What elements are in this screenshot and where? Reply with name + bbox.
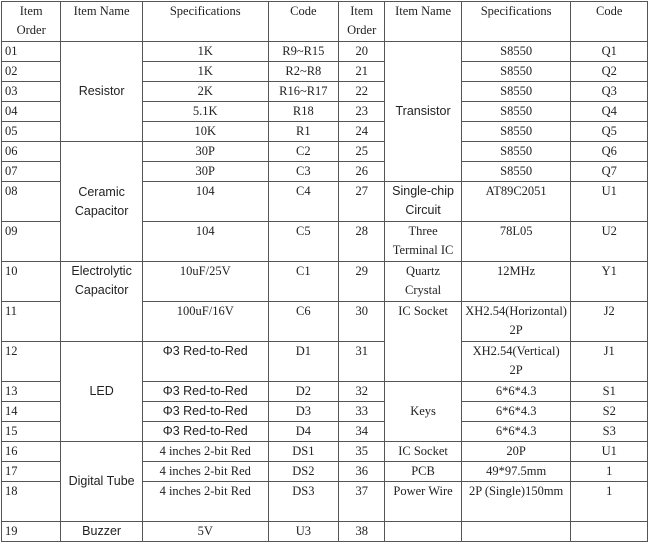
spec-cell [461,522,571,542]
code-cell: U1 [571,442,648,462]
table-row [2,442,648,462]
code-cell: D3 [268,402,338,422]
code-cell: C2 [268,142,338,162]
spec-cell: Φ3 Red-to-Red [142,342,268,382]
spec-cell: XH2.54(Horizontal) 2P [461,302,571,342]
order-cell: 14 [2,402,61,422]
spec-cell: 49*97.5mm [461,462,571,482]
code-cell: Q6 [571,142,648,162]
spec-cell: 30P [142,142,268,162]
code-cell: Q7 [571,162,648,182]
code-cell: R9~R15 [268,42,338,62]
spec-cell: AT89C2051 [461,182,571,222]
spec-cell: 78L05 [461,222,571,262]
item-name-resistor: Resistor [61,42,143,142]
order-cell: 22 [339,82,385,102]
table-row [2,262,648,302]
spec-cell: S8550 [461,162,571,182]
order-cell: 26 [339,162,385,182]
order-cell: 07 [2,162,61,182]
order-cell: 03 [2,82,61,102]
table-row [2,522,648,542]
order-cell: 38 [339,522,385,542]
order-cell: 10 [2,262,61,302]
item-name-pcb: PCB [385,462,461,482]
table-row [2,42,648,62]
spec-cell: S8550 [461,142,571,162]
header-code: Code [268,2,338,42]
order-cell: 04 [2,102,61,122]
code-cell: S3 [571,422,648,442]
code-cell: J1 [571,342,648,382]
item-name-digital-tube: Digital Tube [61,442,143,522]
order-cell: 27 [339,182,385,222]
header-item-name: Item Name [61,2,143,42]
spec-cell: 104 [142,182,268,222]
code-cell: 1 [571,482,648,522]
spec-cell: Φ3 Red-to-Red [142,402,268,422]
code-cell: DS1 [268,442,338,462]
spec-cell: XH2.54(Vertical) 2P [461,342,571,382]
code-cell: U2 [571,222,648,262]
spec-cell: 12MHz [461,262,571,302]
code-cell: D4 [268,422,338,442]
item-name-transistor: Transistor [385,42,461,182]
spec-cell: S8550 [461,102,571,122]
order-cell: 33 [339,402,385,422]
order-cell: 21 [339,62,385,82]
order-cell: 28 [339,222,385,262]
order-cell: 15 [2,422,61,442]
order-cell: 06 [2,142,61,162]
item-name-quartz-crystal: Quartz Crystal [385,262,461,302]
order-cell: 24 [339,122,385,142]
spec-cell: 10K [142,122,268,142]
item-name-buzzer: Buzzer [61,522,143,542]
order-cell: 11 [2,302,61,342]
order-cell: 37 [339,482,385,522]
spec-cell: S8550 [461,122,571,142]
spec-cell: S8550 [461,42,571,62]
spec-cell: 104 [142,222,268,262]
order-cell: 34 [339,422,385,442]
spec-cell: 10uF/25V [142,262,268,302]
spec-cell: 6*6*4.3 [461,382,571,402]
order-cell: 05 [2,122,61,142]
code-cell: J2 [571,302,648,342]
order-cell: 23 [339,102,385,122]
order-cell: 09 [2,222,61,262]
order-cell: 20 [339,42,385,62]
order-cell: 35 [339,442,385,462]
order-cell: 25 [339,142,385,162]
spec-cell: Φ3 Red-to-Red [142,422,268,442]
code-cell: C3 [268,162,338,182]
spec-cell: 1K [142,42,268,62]
spec-cell: 20P [461,442,571,462]
order-cell: 30 [339,302,385,342]
code-cell: Q4 [571,102,648,122]
order-cell: 36 [339,462,385,482]
code-cell: U1 [571,182,648,222]
code-cell: C6 [268,302,338,342]
header-item-order: Item Order [2,2,61,42]
order-cell: 02 [2,62,61,82]
spec-cell: S8550 [461,82,571,102]
order-cell: 13 [2,382,61,402]
item-name-three-terminal-ic: Three Terminal IC [385,222,461,262]
order-cell: 19 [2,522,61,542]
order-cell: 18 [2,482,61,522]
code-cell: S2 [571,402,648,422]
order-cell: 01 [2,42,61,62]
code-cell: DS2 [268,462,338,482]
spec-cell: 2K [142,82,268,102]
order-cell: 17 [2,462,61,482]
table-row [2,342,648,382]
item-name-led: LED [61,342,143,442]
header-row [2,2,648,42]
code-cell: Q5 [571,122,648,142]
code-cell: R2~R8 [268,62,338,82]
spec-cell: 4 inches 2-bit Red [142,442,268,462]
header-specifications: Specifications [142,2,268,42]
code-cell: C4 [268,182,338,222]
spec-cell: 100uF/16V [142,302,268,342]
bom-table [1,1,648,542]
code-cell [571,522,648,542]
spec-cell: 2P (Single)150mm [461,482,571,522]
code-cell: R16~R17 [268,82,338,102]
code-cell: D1 [268,342,338,382]
code-cell: U3 [268,522,338,542]
code-cell: 1 [571,462,648,482]
spec-cell: Φ3 Red-to-Red [142,382,268,402]
code-cell: D2 [268,382,338,402]
code-cell: C1 [268,262,338,302]
order-cell: 08 [2,182,61,222]
table-body [2,2,648,542]
header-code-2: Code [571,2,648,42]
code-cell: DS3 [268,482,338,522]
order-cell: 12 [2,342,61,382]
order-cell: 16 [2,442,61,462]
order-cell: 29 [339,262,385,302]
code-cell: Q1 [571,42,648,62]
header-specifications-2: Specifications [461,2,571,42]
item-name-keys: Keys [385,382,461,442]
spec-cell: 4 inches 2-bit Red [142,482,268,522]
code-cell: R18 [268,102,338,122]
spec-cell: 1K [142,62,268,82]
spec-cell: 5V [142,522,268,542]
spec-cell: 6*6*4.3 [461,422,571,442]
code-cell: R1 [268,122,338,142]
code-cell: C5 [268,222,338,262]
spec-cell: 5.1K [142,102,268,122]
order-cell: 31 [339,342,385,382]
spec-cell: 30P [142,162,268,182]
code-cell: Q3 [571,82,648,102]
item-name-empty [385,522,461,542]
table-row [2,142,648,162]
item-name-ic-socket: IC Socket [385,302,461,382]
code-cell: Q2 [571,62,648,82]
header-item-order-2: Item Order [339,2,385,42]
order-cell: 32 [339,382,385,402]
item-name-single-chip-circuit: Single-chip Circuit [385,182,461,222]
spec-cell: 6*6*4.3 [461,402,571,422]
spec-cell: 4 inches 2-bit Red [142,462,268,482]
spec-cell: S8550 [461,62,571,82]
item-name-ic-socket-2: IC Socket [385,442,461,462]
header-item-name-2: Item Name [385,2,461,42]
item-name-electrolytic-capacitor: Electrolytic Capacitor [61,262,143,342]
item-name-power-wire: Power Wire [385,482,461,522]
code-cell: Y1 [571,262,648,302]
code-cell: S1 [571,382,648,402]
item-name-ceramic-capacitor: Ceramic Capacitor [61,142,143,262]
